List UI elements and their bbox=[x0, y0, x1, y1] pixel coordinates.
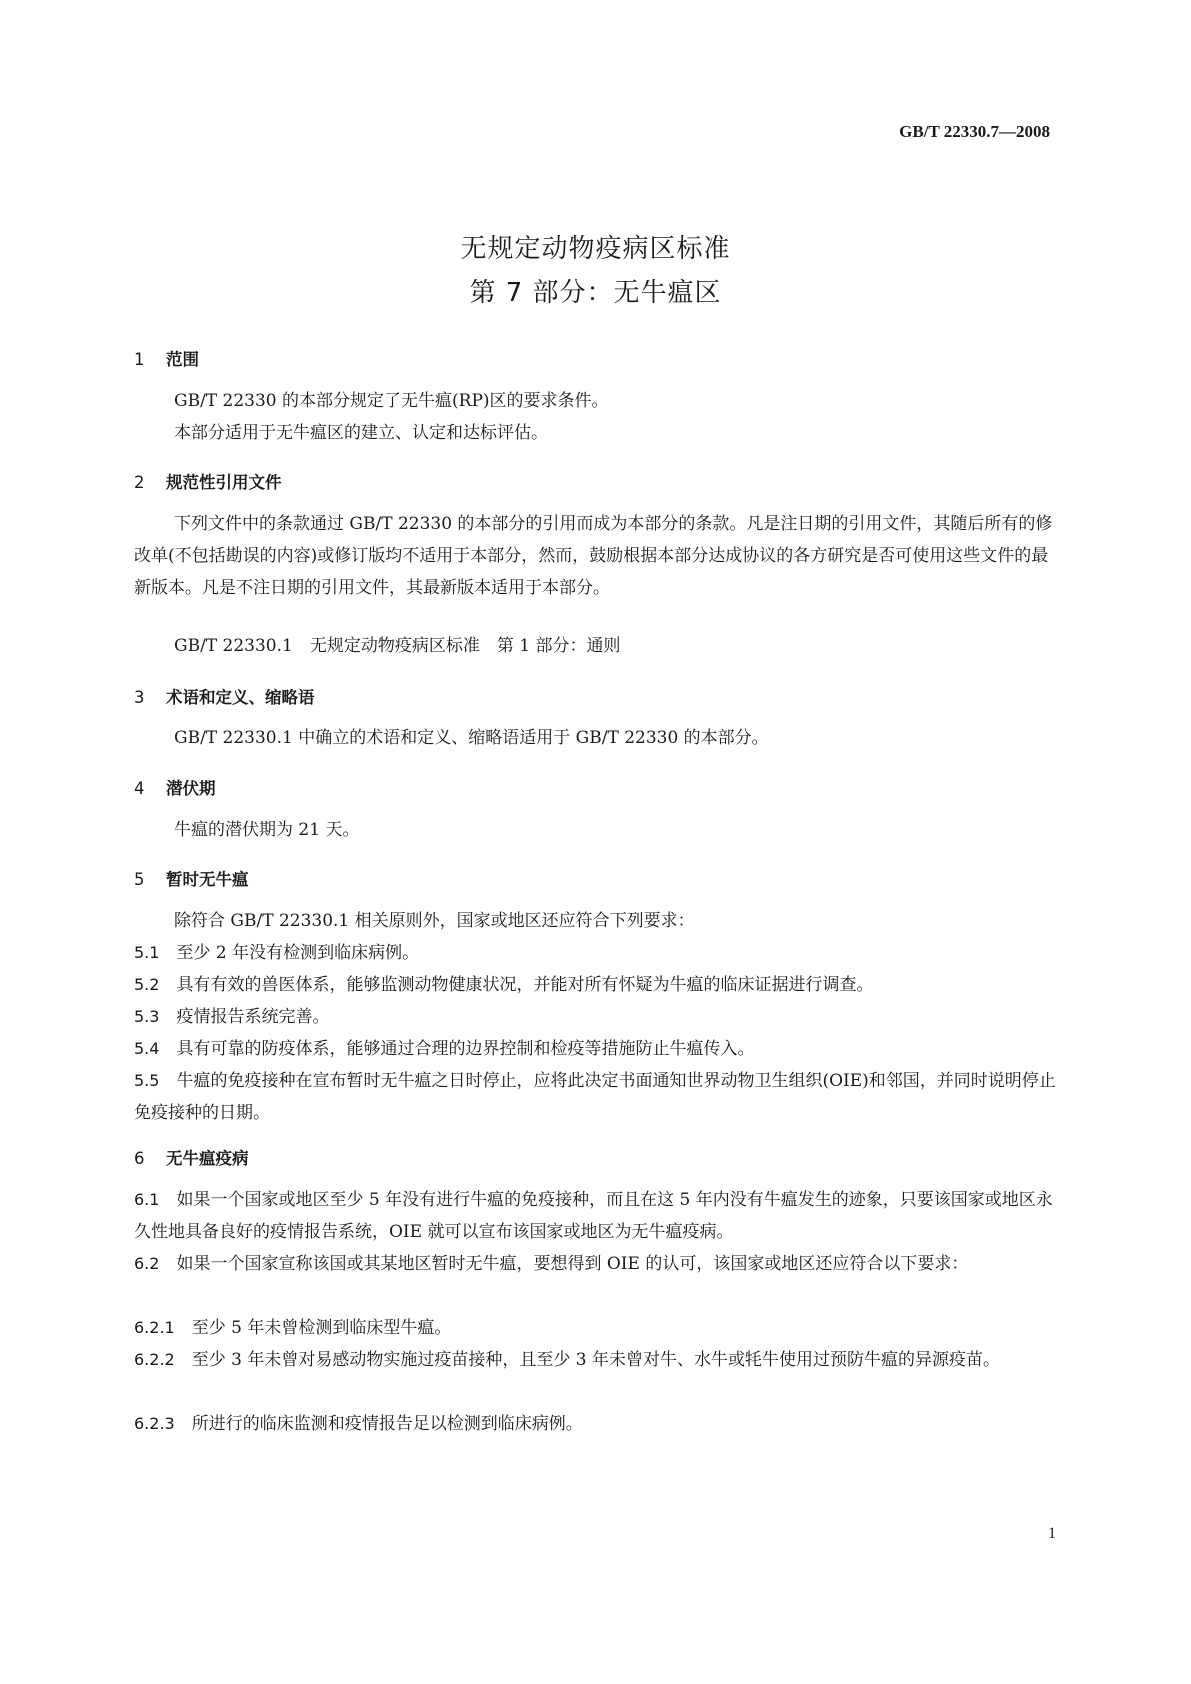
section-title: 暂时无牛瘟 bbox=[166, 870, 249, 889]
clause-text: 疫情报告系统完善。 bbox=[176, 1007, 330, 1027]
clause-number: 6.1 bbox=[134, 1190, 160, 1209]
reference-item: GB/T 22330.1 无规定动物疫病区标准 第 1 部分：通则 bbox=[174, 636, 621, 656]
section-number: 2 bbox=[134, 473, 145, 492]
clause-number: 5.4 bbox=[134, 1039, 160, 1058]
clause bbox=[134, 1248, 1056, 1280]
page-number: 1 bbox=[1048, 1525, 1056, 1542]
clause-number: 5.3 bbox=[134, 1007, 160, 1026]
paragraph: GB/T 22330.1 中确立的术语和定义、缩略语适用于 GB/T 22330 的本部分。 bbox=[174, 728, 769, 748]
clause-number: 6.2.2 bbox=[134, 1350, 175, 1369]
section-title: 术语和定义、缩略语 bbox=[166, 688, 315, 707]
clause-text: 如果一个国家或地区至少 5 年没有进行牛瘟的免疫接种，而且在这 5 年内没有牛瘟发生的迹象，只要该国家或地区永久性地具备良好的疫情报告系统，OIE 就可以宣布该国家或地区为无牛瘟疫病。 bbox=[134, 1190, 1053, 1242]
clause bbox=[134, 937, 1056, 969]
clause bbox=[134, 1312, 1056, 1344]
clause bbox=[134, 1408, 1056, 1440]
clause bbox=[134, 969, 1056, 1001]
section-number: 6 bbox=[134, 1149, 145, 1168]
section-heading-normative-references bbox=[134, 469, 282, 493]
clause-text: 所进行的临床监测和疫情报告足以检测到临床病例。 bbox=[191, 1414, 583, 1434]
section-title: 无牛瘟疫病 bbox=[166, 1149, 249, 1168]
clause-number: 5.5 bbox=[134, 1071, 160, 1090]
clause bbox=[134, 1344, 1056, 1376]
document-subtitle: 第 7 部分：无牛瘟区 bbox=[469, 278, 722, 308]
clause-number: 5.2 bbox=[134, 975, 160, 994]
clause bbox=[134, 1184, 1056, 1248]
clause bbox=[134, 1001, 1056, 1033]
section-number: 3 bbox=[134, 688, 145, 707]
clause-text: 如果一个国家宣称该国或其某地区暂时无牛瘟，要想得到 OIE 的认可，该国家或地区还应符合以下要求： bbox=[176, 1254, 969, 1274]
section-title: 规范性引用文件 bbox=[166, 473, 282, 492]
clause-text: 具有有效的兽医体系，能够监测动物健康状况，并能对所有怀疑为牛瘟的临床证据进行调查。 bbox=[176, 975, 874, 995]
clause-text: 具有可靠的防疫体系，能够通过合理的边界控制和检疫等措施防止牛瘟传入。 bbox=[176, 1039, 755, 1059]
clause-text: 牛瘟的免疫接种在宣布暂时无牛瘟之日时停止，应将此决定书面通知世界动物卫生组织(OIE)和邻国，并同时说明停止免疫接种的日期。 bbox=[134, 1071, 1056, 1123]
document-title: 无规定动物疫病区标准 bbox=[460, 234, 731, 264]
section-number: 1 bbox=[134, 350, 145, 369]
clause-number: 6.2.1 bbox=[134, 1318, 175, 1337]
section-number: 4 bbox=[134, 779, 145, 798]
clause bbox=[134, 1065, 1056, 1129]
clause-text: 至少 2 年没有检测到临床病例。 bbox=[176, 943, 420, 963]
clause-number: 6.2.3 bbox=[134, 1414, 175, 1433]
clause-text: 至少 5 年未曾检测到临床型牛瘟。 bbox=[191, 1318, 452, 1338]
paragraph: 除符合 GB/T 22330.1 相关原则外，国家或地区还应符合下列要求： bbox=[174, 911, 695, 931]
paragraph: 牛瘟的潜伏期为 21 天。 bbox=[174, 820, 360, 840]
clause-text: 至少 3 年未曾对易感动物实施过疫苗接种，且至少 3 年未曾对牛、水牛或牦牛使用过预防牛瘟的异源疫苗。 bbox=[191, 1350, 1000, 1370]
section-heading-terms bbox=[134, 684, 315, 708]
section-heading-scope bbox=[134, 346, 199, 370]
paragraph: 本部分适用于无牛瘟区的建立、认定和达标评估。 bbox=[174, 423, 548, 443]
paragraph: GB/T 22330 的本部分规定了无牛瘟(RP)区的要求条件。 bbox=[174, 391, 609, 411]
document-code: GB/T 22330.7—2008 bbox=[899, 122, 1050, 141]
section-heading-provisionally-free bbox=[134, 866, 249, 890]
paragraph: 下列文件中的条款通过 GB/T 22330 的本部分的引用而成为本部分的条款。凡是注日期的引用文件，其随后所有的修改单(不包括勘误的内容)或修订版均不适用于本部分，然而，鼓励根据本部分达成协议的各方研究是否可使用这些文件的最新版本。凡是不注日期的引用文件，其最新版本适用于本部分。 bbox=[134, 514, 1053, 598]
section-heading-incubation bbox=[134, 775, 216, 799]
clause-number: 5.1 bbox=[134, 943, 160, 962]
clause-number: 6.2 bbox=[134, 1254, 160, 1273]
clause bbox=[134, 1033, 1056, 1065]
section-number: 5 bbox=[134, 870, 145, 889]
section-heading-free bbox=[134, 1145, 249, 1169]
section-title: 潜伏期 bbox=[166, 779, 216, 798]
section-title: 范围 bbox=[166, 350, 199, 369]
